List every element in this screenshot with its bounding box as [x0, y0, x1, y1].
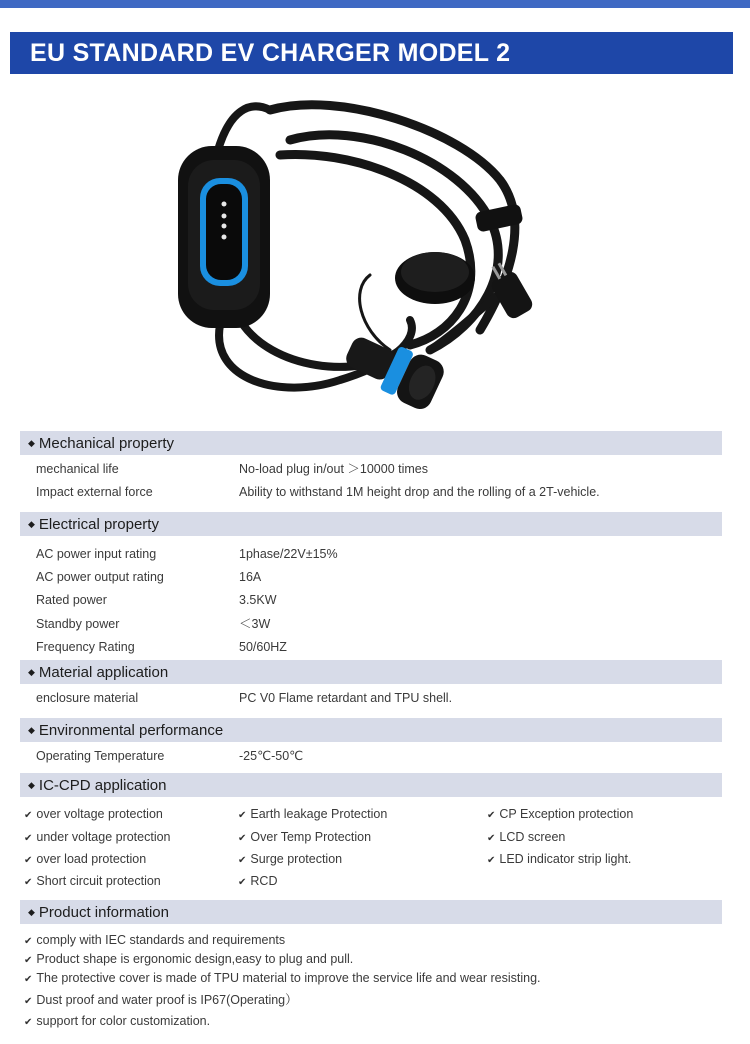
section-header-iccpd: ◆ IC-CPD application	[20, 773, 722, 797]
check-icon: ✔	[24, 877, 33, 888]
check-icon: ✔	[24, 855, 33, 866]
iccpd-feature: ✔ Earth leakage Protection	[238, 807, 388, 821]
check-icon: ✔	[24, 996, 33, 1007]
check-icon: ✔	[238, 833, 247, 844]
check-icon: ✔	[24, 974, 33, 985]
check-icon: ✔	[487, 810, 496, 821]
spec-row-mechanical-life: mechanical life No-load plug in/out ＞10000 times	[36, 462, 429, 476]
iccpd-feature: ✔ Surge protection	[238, 852, 343, 866]
bullet-diamond-icon: ◆	[28, 907, 35, 917]
iccpd-feature: ✔ LCD screen	[487, 830, 566, 844]
bullet-diamond-icon: ◆	[28, 519, 35, 529]
check-icon: ✔	[24, 955, 33, 966]
product-info-item: ✔ comply with IEC standards and requirements	[24, 933, 286, 947]
spec-row-operating-temp: Operating Temperature -25℃-50℃	[36, 749, 304, 763]
iccpd-feature: ✔ Short circuit protection	[24, 874, 161, 888]
check-icon: ✔	[487, 833, 496, 844]
section-header-mechanical: ◆ Mechanical property	[20, 431, 722, 455]
spec-row-frequency: Frequency Rating 50/60HZ	[36, 640, 287, 654]
check-icon: ✔	[238, 810, 247, 821]
iccpd-feature: ✔ under voltage protection	[24, 830, 171, 844]
iccpd-feature: ✔ over voltage protection	[24, 807, 163, 821]
iccpd-feature: ✔ RCD	[238, 874, 278, 888]
iccpd-feature: ✔ LED indicator strip light.	[487, 852, 632, 866]
section-header-electrical: ◆ Electrical property	[20, 512, 722, 536]
check-icon: ✔	[24, 1017, 33, 1028]
check-icon: ✔	[487, 855, 496, 866]
spec-row-impact-force: Impact external force Ability to withstand 1M height drop and the rolling of a 2T-vehicle.	[36, 485, 600, 499]
check-icon: ✔	[24, 833, 33, 844]
iccpd-feature: ✔ CP Exception protection	[487, 807, 634, 821]
check-icon: ✔	[24, 936, 33, 947]
spec-row-standby-power: Standby power ＜3W	[36, 617, 271, 631]
spec-row-ac-input: AC power input rating 1phase/22V±15%	[36, 547, 338, 561]
check-icon: ✔	[238, 877, 247, 888]
product-info-item: ✔ support for color customization.	[24, 1014, 211, 1028]
iccpd-feature: ✔ Over Temp Protection	[238, 830, 372, 844]
section-header-environmental: ◆ Environmental performance	[20, 718, 722, 742]
product-info-item: ✔ Product shape is ergonomic design,easy to plug and pull.	[24, 952, 354, 966]
bullet-diamond-icon: ◆	[28, 725, 35, 735]
spec-row-enclosure: enclosure material PC V0 Flame retardant and TPU shell.	[36, 691, 453, 705]
product-info-item: ✔ The protective cover is made of TPU material to improve the service life and wear resisting.	[24, 971, 541, 985]
check-icon: ✔	[24, 810, 33, 821]
product-info-item: ✔ Dust proof and water proof is IP67(Operating）	[24, 993, 298, 1007]
page-title: EU STANDARD EV CHARGER MODEL 2	[10, 32, 733, 74]
section-header-material: ◆ Material application	[20, 660, 722, 684]
spec-row-rated-power: Rated power 3.5KW	[36, 593, 277, 607]
iccpd-feature: ✔ over load protection	[24, 852, 147, 866]
bullet-diamond-icon: ◆	[28, 667, 35, 677]
bullet-diamond-icon: ◆	[28, 780, 35, 790]
bullet-diamond-icon: ◆	[28, 438, 35, 448]
check-icon: ✔	[238, 855, 247, 866]
spec-row-ac-output: AC power output rating 16A	[36, 570, 262, 584]
top-accent-strip	[0, 0, 750, 8]
section-header-product: ◆ Product information	[20, 900, 722, 924]
ev-charger-product-image	[160, 80, 560, 425]
